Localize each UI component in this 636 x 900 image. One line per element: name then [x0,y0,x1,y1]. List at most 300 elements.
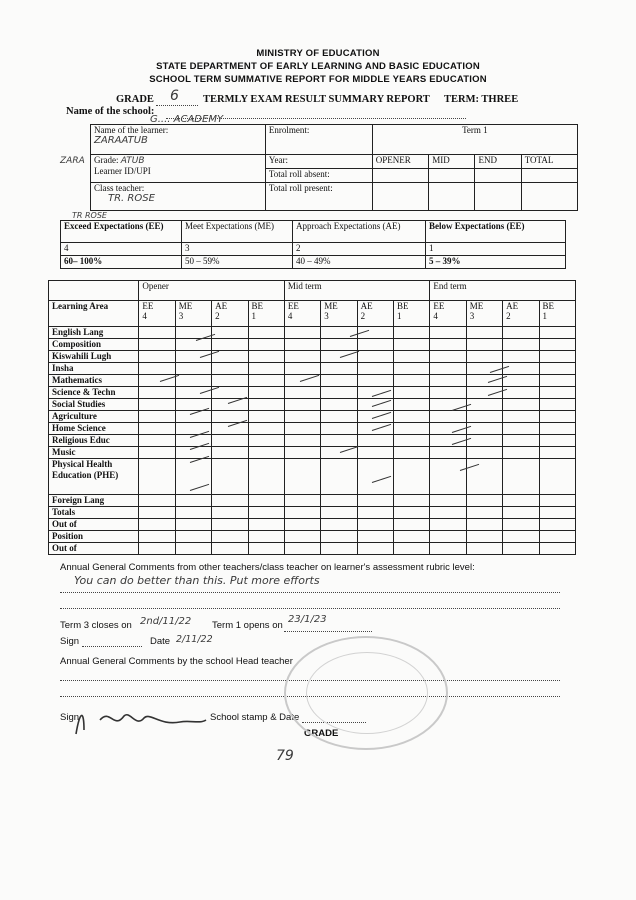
level-point: 1 [397,311,402,321]
result-cell [139,447,175,459]
table-row [49,351,576,363]
expectations-scale-table [60,220,566,269]
result-cell [357,351,393,363]
result-cell [248,387,284,399]
teacher-comment: You can do better than this. Put more efforts [74,574,320,587]
scale-range: 40 – 49% [293,256,426,269]
result-cell [430,399,466,411]
result-cell [139,387,175,399]
period-mid: Mid term [284,281,430,301]
result-cell [394,339,430,351]
level-point: 4 [142,311,147,321]
result-cell [212,447,248,459]
level-header [539,301,575,327]
grade-label: GRADE [116,94,154,105]
result-cell [139,339,175,351]
result-cell [321,327,357,339]
result-cell [466,495,502,507]
result-cell [175,507,211,519]
result-cell [175,531,211,543]
result-cell [248,351,284,363]
result-cell [539,507,575,519]
result-cell [539,423,575,435]
result-cell [212,399,248,411]
result-cell [394,387,430,399]
present-label: Total roll present: [268,183,333,193]
result-cell [284,435,320,447]
head-signature [70,700,210,740]
result-cell [539,387,575,399]
level-code: ME [469,301,484,311]
result-cell [357,363,393,375]
result-cell [175,363,211,375]
result-cell [430,387,466,399]
level-point: 3 [324,311,329,321]
result-cell [284,387,320,399]
table-row [49,507,576,519]
result-cell [284,507,320,519]
page-number: 79 [276,748,294,764]
result-cell [466,543,502,555]
level-code: AE [360,301,373,311]
result-cell [248,435,284,447]
col-end: END [475,155,521,169]
period-opener: Opener [139,281,285,301]
result-cell [503,387,539,399]
result-cell [430,327,466,339]
level-point: 4 [433,311,438,321]
enrolment-label: Enrolment: [268,125,310,135]
term1-open-label: Term 1 opens on [212,620,283,631]
school-stamp [284,636,448,750]
result-cell [466,507,502,519]
result-cell [284,447,320,459]
level-code: AE [506,301,519,311]
table-row [49,519,576,531]
col-mid: MID [429,155,475,169]
table-row [49,399,576,411]
result-cell [248,423,284,435]
result-cell [539,339,575,351]
result-cell [212,435,248,447]
level-code: ME [324,301,338,311]
result-cell [357,387,393,399]
result-cell [248,459,284,495]
result-cell [539,327,575,339]
learner-name-cell [91,125,266,155]
result-cell [139,363,175,375]
result-cell [321,531,357,543]
result-cell [430,339,466,351]
report-title: TERMLY EXAM RESULT SUMMARY REPORT [203,94,430,105]
result-cell [466,459,502,495]
result-cell [175,351,211,363]
result-cell [321,339,357,351]
head-sign-label: Sign [60,712,80,723]
result-cell [212,327,248,339]
result-cell [430,543,466,555]
department-title: STATE DEPARTMENT OF EARLY LEARNING AND BASIC EDUCATION [156,61,480,72]
level-point: 3 [469,311,475,321]
result-cell [212,543,248,555]
result-cell [248,519,284,531]
subject-label: Totals [49,507,139,519]
period-end: End term [430,281,576,301]
scale-header-me: Meet Expectations (ME) [182,221,293,243]
subject-label: Social Studies [49,399,139,411]
result-cell [466,375,502,387]
subject-label: Music [49,447,139,459]
absent-label: Total roll absent: [268,169,330,179]
result-cell [466,399,502,411]
result-cell [175,519,211,531]
result-cell [503,459,539,495]
result-cell [539,459,575,495]
teacher-cell [91,183,266,211]
subject-label: Home Science [49,423,139,435]
learning-area-label: Learning Area [49,301,139,327]
table-row [49,543,576,555]
result-cell [430,531,466,543]
scale-header-ae: Approach Expectations (AE) [293,221,426,243]
level-header [321,301,357,327]
subject-label: Kiswahili Lugh [49,351,139,363]
result-cell [212,495,248,507]
subject-label: Out of [49,519,139,531]
level-point: 2 [215,311,220,321]
result-cell [466,447,502,459]
result-cell [503,423,539,435]
enrolment-cell [265,125,372,155]
level-header [139,301,175,327]
level-header [503,301,539,327]
result-cell [321,363,357,375]
result-cell [357,435,393,447]
subject-label: Physical Health Education (PHE) [49,459,139,495]
result-cell [394,375,430,387]
scale-range: 60– 100% [61,256,182,269]
result-cell [394,435,430,447]
result-cell [139,495,175,507]
result-cell [321,399,357,411]
level-header [248,301,284,327]
term1-header [372,125,577,155]
result-cell [394,423,430,435]
result-cell [284,351,320,363]
level-code: AE [215,301,228,311]
result-cell [212,507,248,519]
result-cell [248,543,284,555]
result-cell [139,507,175,519]
result-cell [248,495,284,507]
level-point: 2 [360,311,366,321]
teacher-label: Class teacher: [94,183,145,193]
result-cell [394,459,430,495]
result-cell [357,507,393,519]
result-cell [175,375,211,387]
head-comment-label: Annual General Comments by the school Head teacher [60,656,293,667]
result-cell [430,351,466,363]
result-cell [248,375,284,387]
result-cell [321,411,357,423]
result-cell [503,435,539,447]
result-cell [503,351,539,363]
level-header [284,301,320,327]
scale-point: 4 [61,243,182,256]
result-cell [357,531,393,543]
scale-point: 2 [293,243,426,256]
result-cell [321,435,357,447]
learner-name-label: Name of the learner: [94,125,169,135]
result-cell [248,327,284,339]
result-cell [394,543,430,555]
result-cell [539,411,575,423]
result-cell [430,519,466,531]
date-value: 2/11/22 [176,634,213,645]
scale-header-be: Below Expectations (EE) [426,221,566,243]
result-cell [357,543,393,555]
result-cell [430,375,466,387]
margin-note: ZARA [60,156,85,166]
result-cell [175,339,211,351]
year-label: Year: [268,155,288,165]
result-cell [503,543,539,555]
result-cell [394,411,430,423]
result-cell [321,387,357,399]
level-code: ME [178,301,193,311]
grade-footer: GRADE [304,728,339,739]
result-cell [503,531,539,543]
result-cell [394,351,430,363]
result-cell [539,543,575,555]
result-cell [357,375,393,387]
term3-value: 2nd/11/22 [140,616,192,627]
level-header [175,301,211,327]
learner-grade-label: Grade: [94,155,119,165]
result-cell [139,423,175,435]
teacher-value: TR. ROSE [108,193,155,204]
subject-label: Agriculture [49,411,139,423]
result-cell [539,435,575,447]
result-cell [284,543,320,555]
col-total: TOTAL [521,155,577,169]
result-cell [212,339,248,351]
result-cell [139,543,175,555]
result-cell [430,363,466,375]
table-row [49,459,576,495]
result-cell [284,411,320,423]
result-cell [503,375,539,387]
result-cell [466,423,502,435]
table-row [49,447,576,459]
result-cell [503,495,539,507]
absent-cell [265,169,372,183]
level-code: EE [287,301,299,311]
result-cell [394,447,430,459]
result-cell [503,363,539,375]
result-cell [321,423,357,435]
school-label: Name of the school: [66,106,155,117]
present-cell [265,183,372,211]
level-code: EE [433,301,445,311]
upi-label: Learner ID/UPI [94,166,151,176]
result-cell [539,447,575,459]
learner-grade-cell [91,155,266,183]
subject-label: Composition [49,339,139,351]
result-cell [248,339,284,351]
table-row [49,435,576,447]
result-cell [139,519,175,531]
level-point: 1 [251,311,257,321]
result-cell [248,399,284,411]
result-cell [357,339,393,351]
result-cell [212,459,248,495]
result-cell [357,447,393,459]
result-cell [466,531,502,543]
result-cell [503,447,539,459]
result-cell [248,507,284,519]
result-cell [357,495,393,507]
sign-label: Sign [60,636,80,647]
table-row [49,495,576,507]
grade-value: 6 [170,88,179,104]
term-label: TERM: THREE [444,94,519,105]
report-type-title: SCHOOL TERM SUMMATIVE REPORT FOR MIDDLE YEARS EDUCATION [149,74,487,85]
result-cell [503,327,539,339]
learner-info-table [90,124,578,211]
level-code: BE [251,301,264,311]
result-cell [139,531,175,543]
result-cell [539,351,575,363]
result-cell [466,519,502,531]
result-cell [212,531,248,543]
result-cell [539,375,575,387]
result-cell [139,411,175,423]
result-cell [394,399,430,411]
result-cell [321,519,357,531]
result-cell [394,495,430,507]
level-header [212,301,248,327]
corner-note: TR ROSE [72,211,107,220]
result-cell [430,495,466,507]
result-cell [248,447,284,459]
term1-open-value: 23/1/23 [288,614,327,625]
result-cell [139,399,175,411]
result-cell [284,339,320,351]
result-cell [503,411,539,423]
result-cell [139,459,175,495]
school-value: G.... ACADEMY [150,114,224,125]
level-code: BE [542,301,555,311]
result-cell [248,531,284,543]
result-cell [248,411,284,423]
result-cell [430,507,466,519]
subject-label: Foreign Lang [49,495,139,507]
results-table [48,280,576,555]
scale-header-ee: Exceed Expectations (EE) [61,221,182,243]
result-cell [503,339,539,351]
result-cell [539,363,575,375]
result-cell [539,531,575,543]
result-cell [539,495,575,507]
result-cell [175,543,211,555]
result-cell [539,399,575,411]
result-cell [503,507,539,519]
result-cell [212,363,248,375]
table-row [49,531,576,543]
result-cell [212,375,248,387]
table-row [49,363,576,375]
result-cell [394,507,430,519]
result-cell [212,519,248,531]
table-row [49,327,576,339]
scale-range: 50 – 59% [182,256,293,269]
result-cell [321,507,357,519]
col-opener: OPENER [372,155,428,169]
result-cell [139,327,175,339]
result-cell [139,435,175,447]
result-cell [503,399,539,411]
level-header [430,301,466,327]
subject-label: English Lang [49,327,139,339]
level-point: 2 [506,311,511,321]
learner-name-value: ZARAATUB [94,135,148,146]
result-cell [394,531,430,543]
table-row [49,339,576,351]
level-point: 1 [542,311,548,321]
result-cell [394,363,430,375]
teacher-comment-label: Annual General Comments from other teachers/class teacher on learner's assessment rubric level: [60,562,475,573]
result-cell [175,387,211,399]
learner-grade-value: ATUB [120,156,145,166]
result-cell [394,327,430,339]
result-cell [394,519,430,531]
result-cell [466,351,502,363]
table-row [49,411,576,423]
result-cell [284,531,320,543]
result-cell [284,363,320,375]
result-cell [284,519,320,531]
level-header [466,301,502,327]
result-cell [284,399,320,411]
result-cell [321,375,357,387]
result-cell [503,519,539,531]
result-cell [430,459,466,495]
result-cell [539,519,575,531]
result-cell [430,411,466,423]
level-code: EE [142,301,154,311]
result-cell [284,423,320,435]
result-cell [284,459,320,495]
subject-label: Insha [49,363,139,375]
subject-label: Science & Techn [49,387,139,399]
year-cell [265,155,372,169]
result-cell [321,543,357,555]
level-point: 4 [287,311,293,321]
result-cell [321,459,357,495]
result-cell [284,327,320,339]
ministry-title: MINISTRY OF EDUCATION [256,48,380,59]
scale-point: 1 [426,243,566,256]
level-code: BE [397,301,409,311]
result-cell [139,351,175,363]
level-header [357,301,393,327]
result-cell [284,495,320,507]
scale-range: 5 – 39% [426,256,566,269]
scale-point: 3 [182,243,293,256]
result-cell [248,363,284,375]
date-label: Date [150,636,171,647]
